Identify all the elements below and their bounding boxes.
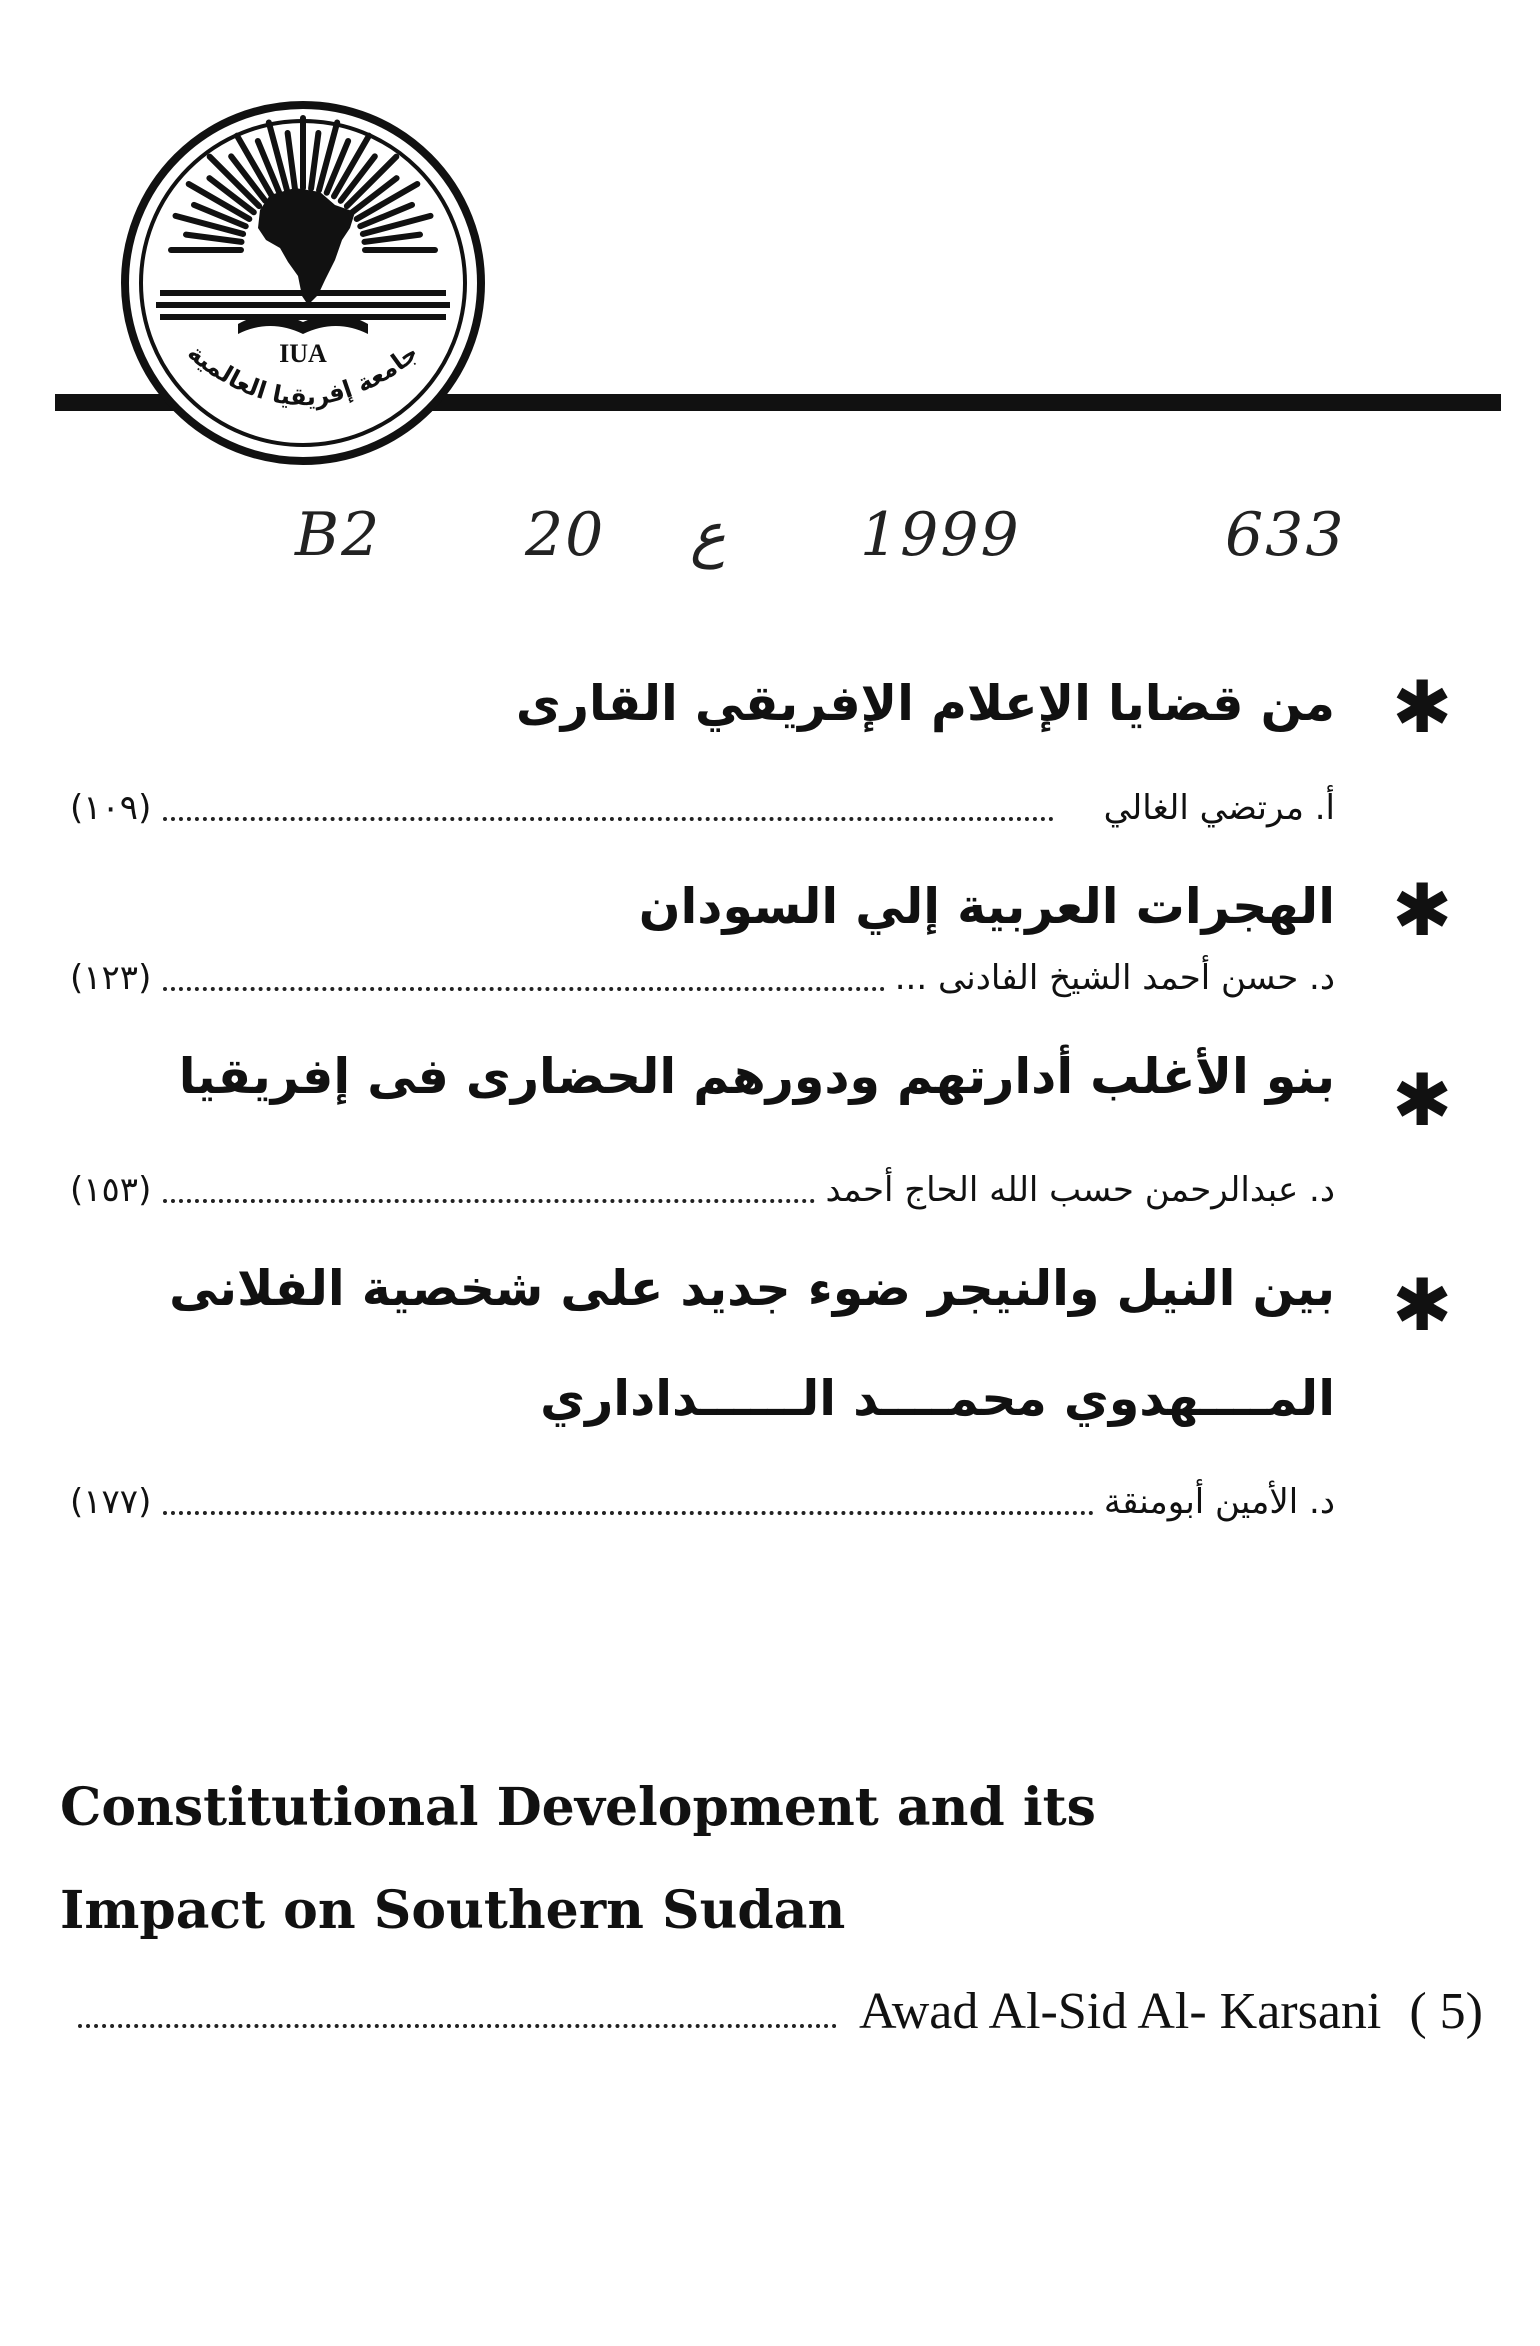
handwritten-number: 633	[1225, 500, 1346, 570]
handwritten-issue: ع	[690, 500, 726, 570]
entry-page-number: (١٥٣)	[70, 1170, 152, 1210]
leader-dots	[78, 2021, 837, 2028]
entry-byline	[70, 1477, 1335, 1527]
entry-title: بنو الأغلب أدارتهم ودورهم الحضارى فى إفريقيا	[178, 1048, 1335, 1105]
english-entry-byline	[78, 1980, 1483, 2042]
leader-dots	[163, 1508, 1094, 1515]
handwritten-year: 1999	[860, 500, 1021, 570]
entry-page-number: (١٧٧)	[70, 1482, 152, 1522]
entry-page-number: (١٢٣)	[70, 958, 152, 998]
entry-star-icon: ✱	[1392, 1263, 1453, 1347]
entry-author: د. الأمين أبومنقة	[1103, 1482, 1335, 1522]
entry-title: بين النيل والنيجر ضوء جديد على شخصية الفلانى	[169, 1260, 1335, 1317]
leader-dots	[163, 1196, 815, 1203]
english-entry-page-number: ( 5)	[1409, 1982, 1483, 2040]
entry-star-icon: ✱	[1392, 665, 1453, 749]
entry-page-number: (١٠٩)	[70, 788, 152, 828]
logo-ring-text: جامعة إفريقيا العالمية	[182, 338, 424, 412]
logo-emblem-text: IUA	[279, 339, 327, 368]
handwritten-shelf: B2	[295, 500, 382, 570]
entry-star-icon: ✱	[1392, 1058, 1453, 1142]
entry-byline	[70, 953, 1335, 1003]
leader-dots	[163, 984, 884, 991]
english-entry-title-line2: Impact on Southern Sudan	[60, 1880, 846, 1941]
leader-dots	[163, 814, 1053, 821]
entry-star-icon: ✱	[1392, 868, 1453, 952]
entry-byline	[70, 1165, 1335, 1215]
entry-title-continued: المــــهدوي محمــــد الــــــداداري	[540, 1370, 1335, 1427]
english-entry-title-line1: Constitutional Development and its	[60, 1777, 1096, 1838]
handwritten-volume: 20	[525, 500, 606, 570]
entry-title: الهجرات العربية إلي السودان	[638, 878, 1335, 935]
entry-author: أ. مرتضي الغالي	[1103, 788, 1335, 828]
entry-author: د. عبدالرحمن حسب الله الحاج أحمد	[825, 1170, 1335, 1210]
iua-logo	[120, 100, 486, 466]
entry-title: من قضايا الإعلام الإفريقي القارى	[515, 675, 1335, 732]
entry-byline	[70, 783, 1335, 833]
entry-author: د. حسن أحمد الشيخ الفادنى ...	[894, 958, 1335, 998]
english-entry-author: Awad Al-Sid Al- Karsani	[858, 1982, 1382, 2040]
